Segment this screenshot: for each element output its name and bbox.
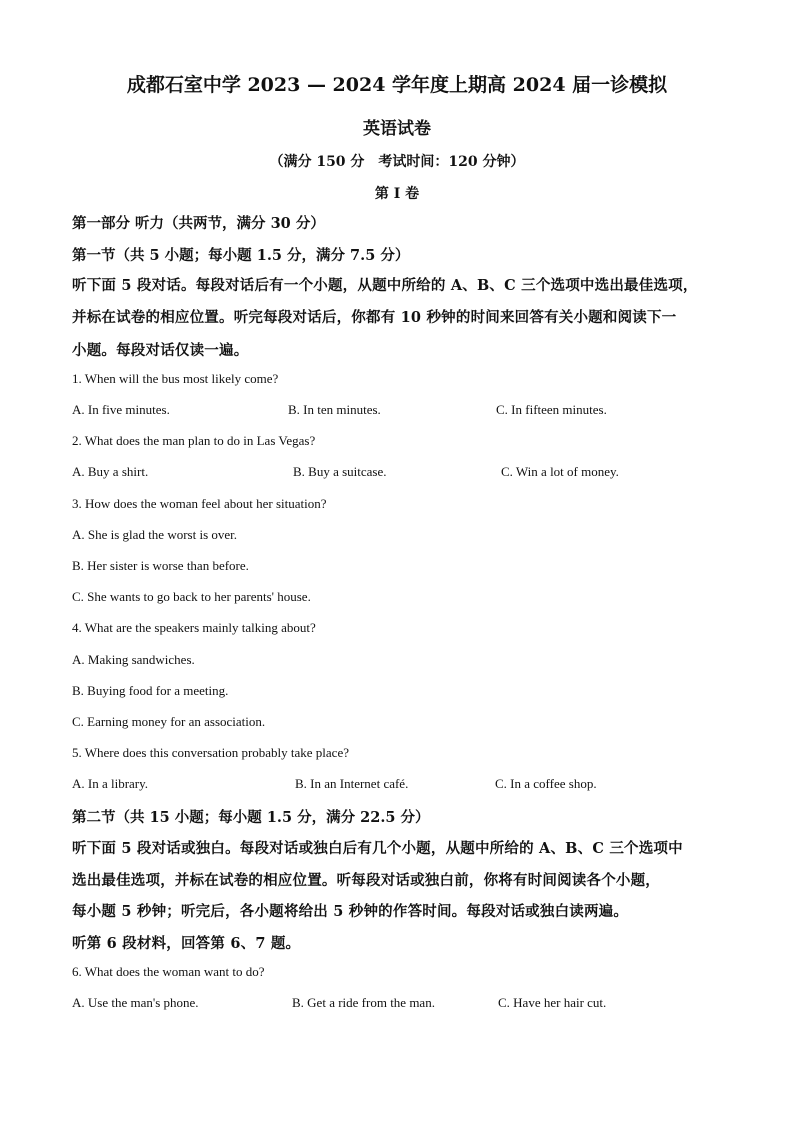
section2-heading: 第二节（共 15 小题；每小题 1.5 分，满分 22.5 分） xyxy=(72,809,430,826)
question-stem: 5. Where does this conversation probably take place? xyxy=(72,745,349,760)
option-c[interactable]: C. She wants to go back to her parents' house. xyxy=(72,589,311,604)
section2-instructions-line: 听下面 5 段对话或独白。每段对话或独白后有几个小题，从题中所给的 A、B、C 三个选项中 xyxy=(72,840,683,857)
question-stem: 2. What does the man plan to do in Las Vegas? xyxy=(72,433,316,448)
option-c[interactable]: C. Win a lot of money. xyxy=(501,464,619,479)
question-stem: 1. When will the bus most likely come? xyxy=(72,371,279,386)
material-instruction: 听第 6 段材料，回答第 6、7 题。 xyxy=(72,935,301,952)
option-b[interactable]: B. Her sister is worse than before. xyxy=(72,558,249,573)
option-a[interactable]: A. In five minutes. xyxy=(72,402,170,417)
option-b[interactable]: B. In ten minutes. xyxy=(288,402,381,417)
option-a[interactable]: A. Use the man's phone. xyxy=(72,995,199,1010)
option-b[interactable]: B. Buying food for a meeting. xyxy=(72,683,229,698)
option-b[interactable]: B. In an Internet café. xyxy=(295,776,409,791)
subject-title: 英语试卷 xyxy=(363,119,431,139)
volume-label: 第 I 卷 xyxy=(374,186,420,202)
question-stem: 6. What does the woman want to do? xyxy=(72,964,265,979)
option-a[interactable]: A. She is glad the worst is over. xyxy=(72,527,238,542)
exam-info: （满分 150 分 考试时间：120 分钟） xyxy=(269,154,525,170)
section2-instructions-line: 每小题 5 秒钟；听完后，各小题将给出 5 秒钟的作答时间。每段对话或独白读两遍。 xyxy=(72,903,629,920)
option-c[interactable]: C. Earning money for an association. xyxy=(72,714,266,729)
option-a[interactable]: A. Making sandwiches. xyxy=(72,652,195,667)
option-c[interactable]: C. In fifteen minutes. xyxy=(496,402,607,417)
option-b[interactable]: B. Buy a suitcase. xyxy=(293,464,387,479)
exam-title: 成都石室中学 2023 — 2024 学年度上期高 2024 届一诊模拟 xyxy=(126,74,668,96)
section1-instructions-line: 听下面 5 段对话。每段对话后有一个小题，从题中所给的 A、B、C 三个选项中选出最佳选项， xyxy=(72,277,698,294)
section1-instructions-line: 并标在试卷的相应位置。听完每段对话后，你都有 10 秒钟的时间来回答有关小题和阅读下一 xyxy=(72,309,677,326)
option-c[interactable]: C. In a coffee shop. xyxy=(495,776,597,791)
option-b[interactable]: B. Get a ride from the man. xyxy=(292,995,435,1010)
question-stem: 3. How does the woman feel about her situation? xyxy=(72,496,327,511)
section1-instructions-line: 小题。每段对话仅读一遍。 xyxy=(72,342,249,359)
question-stem: 4. What are the speakers mainly talking about? xyxy=(72,620,316,635)
section2-instructions-line: 选出最佳选项，并标在试卷的相应位置。听每段对话或独白前，你将有时间阅读各个小题， xyxy=(72,872,660,889)
section1-heading: 第一节（共 5 小题；每小题 1.5 分，满分 7.5 分） xyxy=(72,247,410,264)
option-c[interactable]: C. Have her hair cut. xyxy=(498,995,607,1010)
option-a[interactable]: A. Buy a shirt. xyxy=(72,464,149,479)
option-a[interactable]: A. In a library. xyxy=(72,776,149,791)
part1-heading: 第一部分 听力（共两节，满分 30 分） xyxy=(72,215,325,232)
